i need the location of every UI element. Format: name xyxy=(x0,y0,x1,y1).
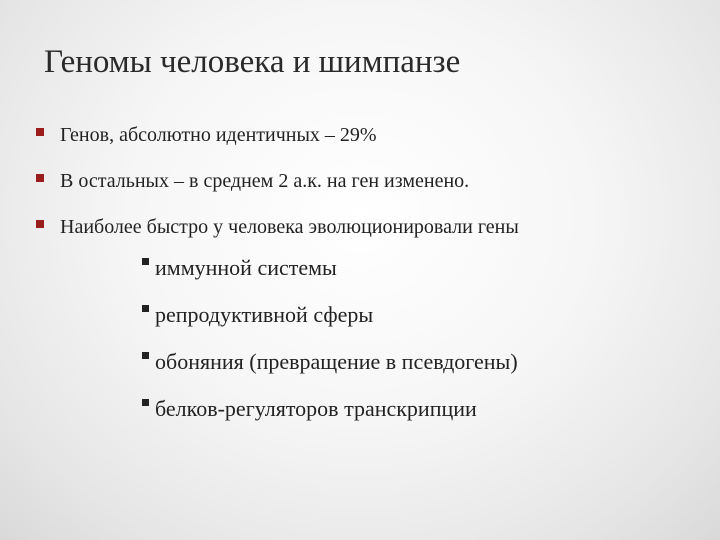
bullet-item xyxy=(36,158,519,204)
bullet-text: В остальных – в среднем 2 а.к. на ген изменено. xyxy=(60,169,470,192)
square-bullet-icon xyxy=(36,220,44,228)
bullet-text: Генов, абсолютно идентичных – 29% xyxy=(60,123,377,146)
bullet-item xyxy=(36,112,519,158)
sub-bullet-text: белков-регуляторов транскрипции xyxy=(155,395,477,421)
sub-bullet-text: репродуктивной сферы xyxy=(155,301,374,327)
sub-bullet-item xyxy=(142,291,518,338)
sub-bullet-list xyxy=(142,244,518,432)
square-bullet-icon xyxy=(142,352,149,359)
square-bullet-icon xyxy=(142,399,149,406)
square-bullet-icon xyxy=(36,174,44,182)
bullet-text: Наиболее быстро у человека эволюционировали гены xyxy=(60,215,519,238)
square-bullet-icon xyxy=(36,128,44,136)
square-bullet-icon xyxy=(142,258,149,265)
sub-bullet-item xyxy=(142,244,518,291)
sub-bullet-text: иммунной системы xyxy=(155,254,337,280)
sub-bullet-item xyxy=(142,385,518,432)
square-bullet-icon xyxy=(142,305,149,312)
sub-bullet-text: обоняния (превращение в псевдогены) xyxy=(155,348,518,374)
sub-bullet-item xyxy=(142,338,518,385)
bullet-list xyxy=(36,112,519,250)
slide-title: Геномы человека и шимпанзе xyxy=(44,44,461,80)
